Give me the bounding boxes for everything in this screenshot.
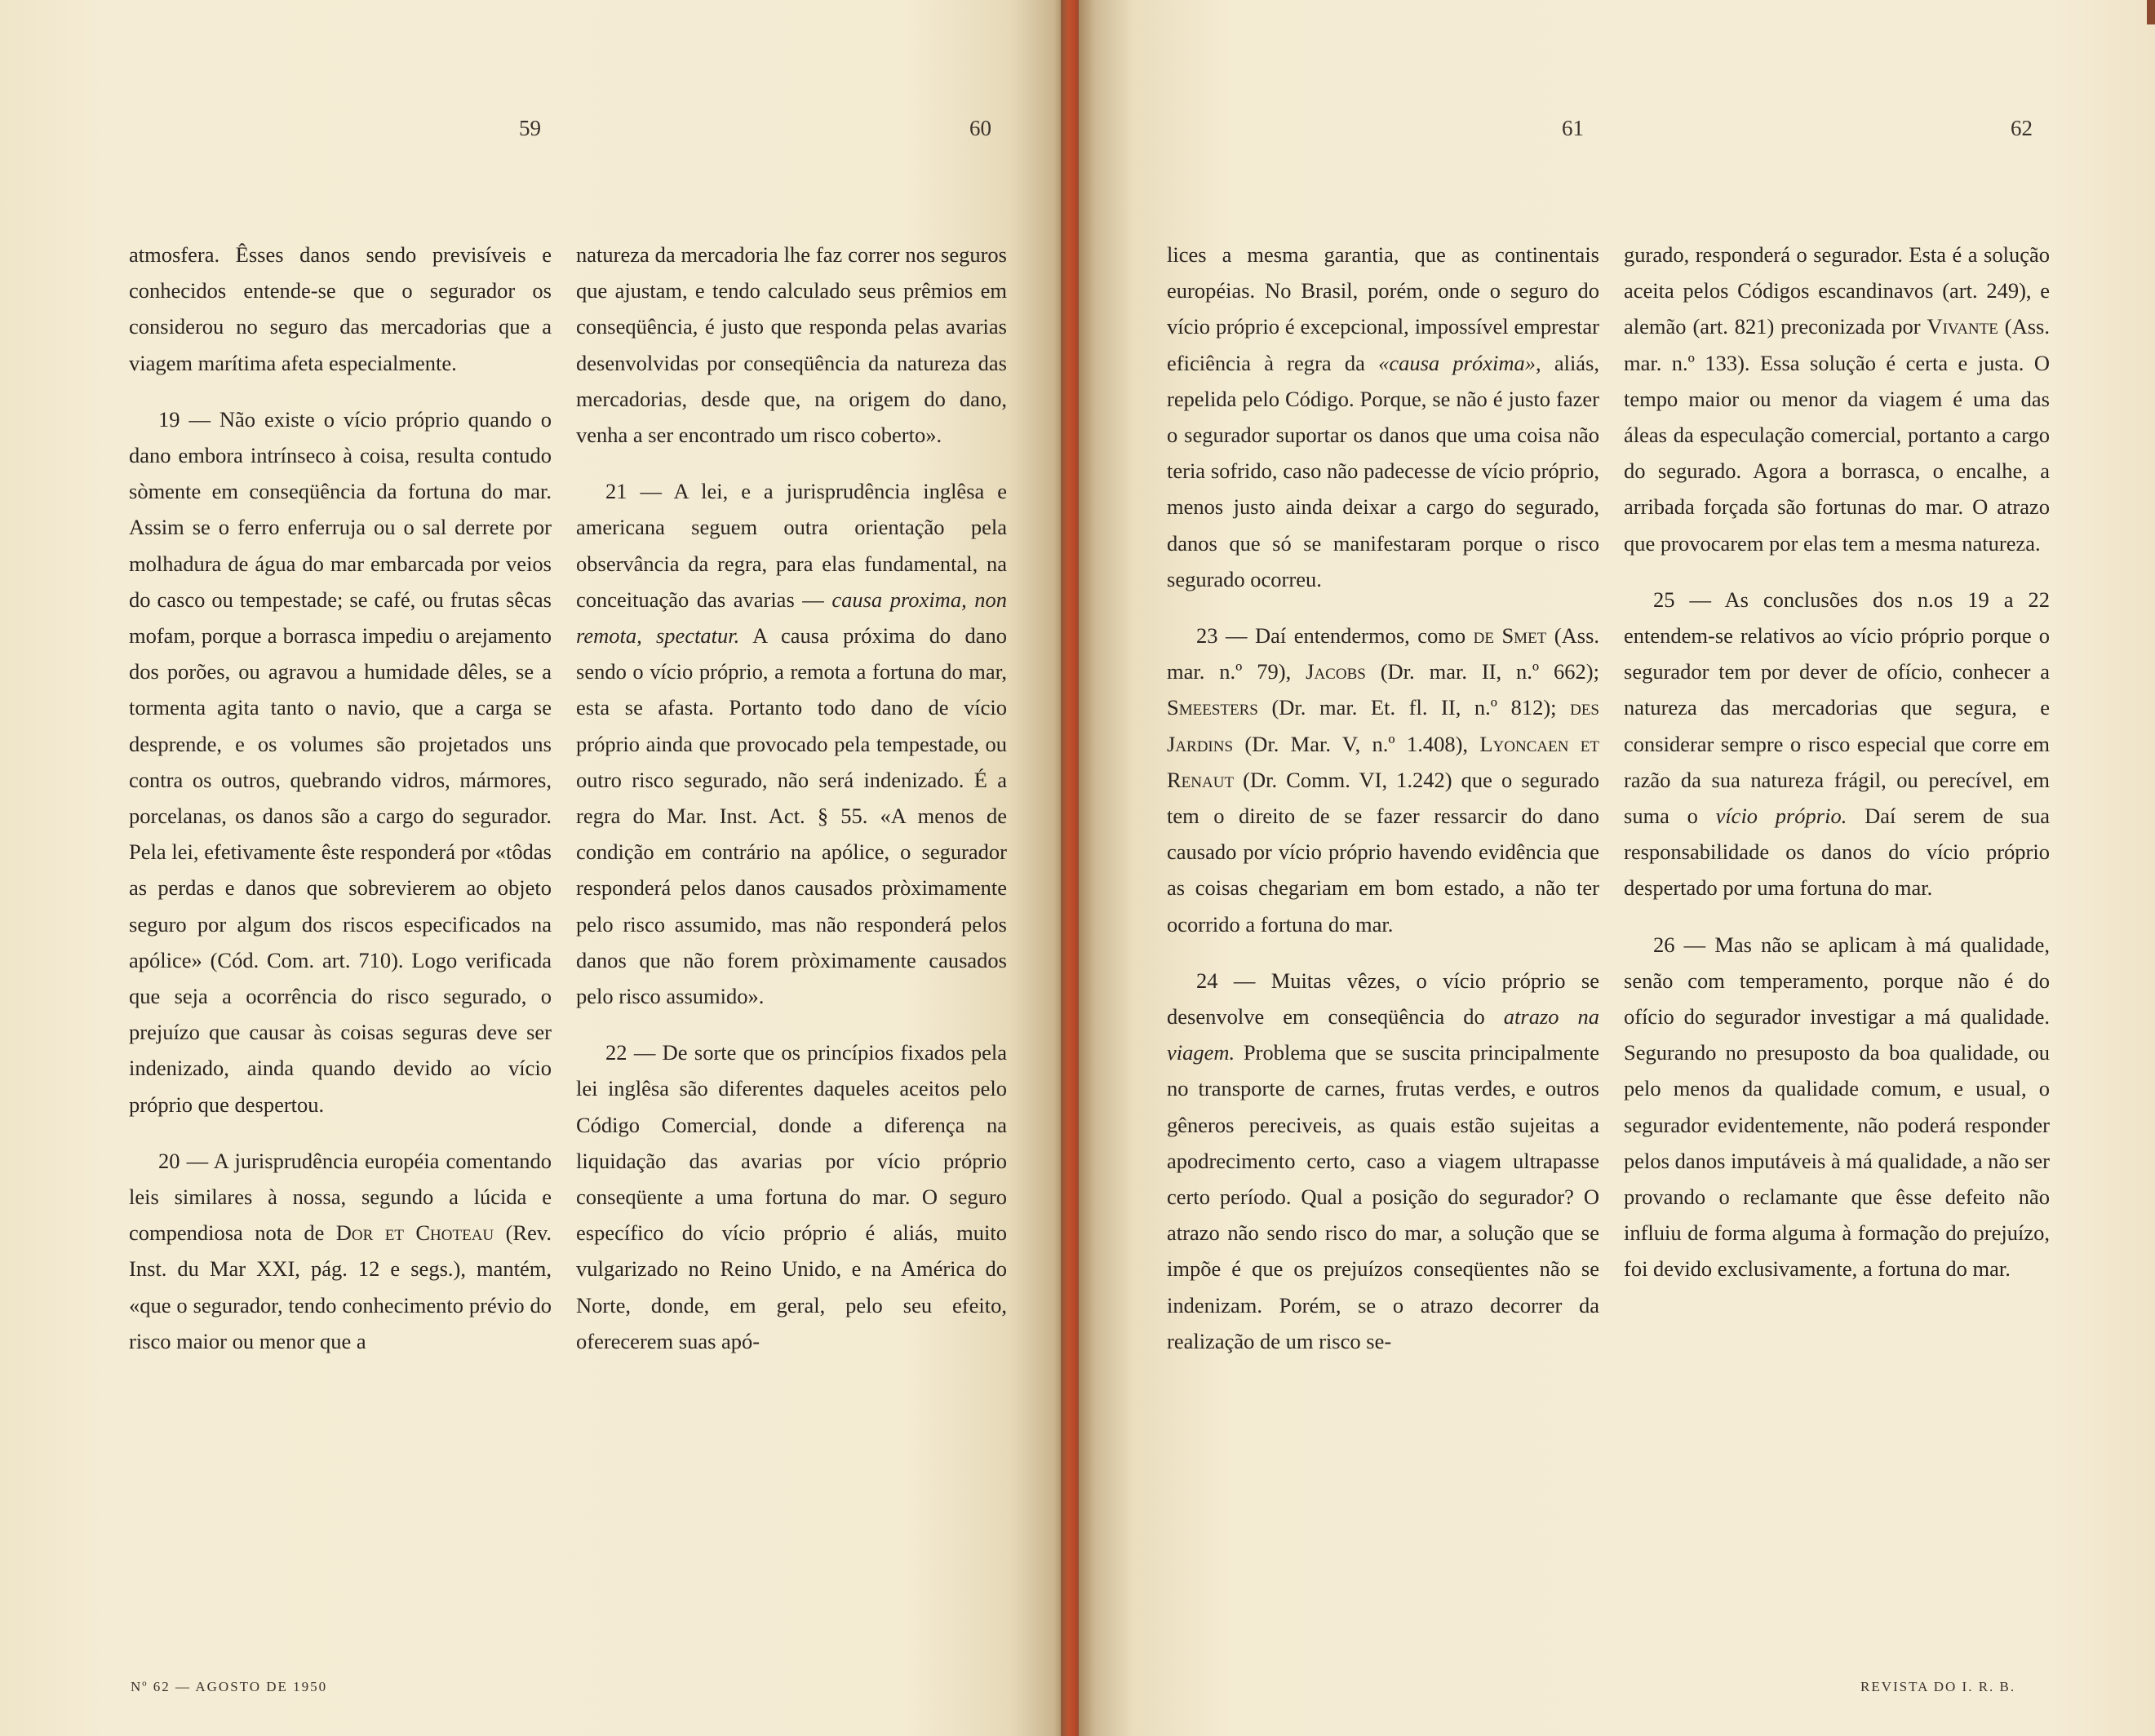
page-number-59: 59 (519, 116, 541, 140)
left-page (0, 0, 1065, 1736)
author-name: Dor et Choteau (335, 1220, 494, 1246)
paragraph-26: 26 — Mas não se aplicam à má qualidade, senão com temperamento, porque não é do ofício do segurador investigar a má qualidade. Segurando no presuposto da boa qualidade, ou pelo menos da qualidade comum, e usual, o segurador evidentemente, não poderá responder pelos danos imputáveis à má qualidade, a não ser provando o reclamante que êsse defeito não influiu de forma alguma à formação do prejuízo, foi devido exclusivamente, a fortuna do mar. (1624, 932, 2050, 1282)
paragraph-22: 22 — De sorte que os princípios fixados pela lei inglêsa são diferentes daqueles aceitos pelo Código Comercial, donde a diferença na liquidação das avarias por vício próprio conseqüente a uma fortuna do mar. O seguro específico do vício próprio é aliás, muito vulgarizado no Reino Unido, e na América do Norte, donde, em geral, pelo seu efeito, oferecerem suas apó- (576, 1040, 1007, 1353)
paragraph-19: 19 — Não existe o vício próprio quando o dano embora intrínseco à coisa, resulta contudo sòmente em conseqüência da fortuna do mar. Assim se o ferro enferruja ou o sal derrete por molhadura de água do mar embarcada por veios do casco ou tempestade; se café, ou frutas sêcas mofam, porque a borrasca impediu o arejamento dos porões, ou agravou a humidade dêles, se a tormenta agita tanto o navio, que a carga se desprende, e os volumes são projetados uns contra os outros, quebrando vidros, mármores, porcelanas, os danos são a cargo do segurador. Pela lei, efetivamente êste responderá por «tôdas as perdas e danos que sobrevierem ao objeto seguro por algum dos riscos especificados na apólice» (Cód. Com. art. 710). Logo verificada que seja a ocorrência do risco segurado, o prejuízo que causar às coisas seguras deve ser indenizado, ainda quando devido ao vício próprio que despertou. (129, 406, 552, 1117)
column-2 (576, 237, 1007, 1380)
column-1 (129, 237, 552, 1380)
right-page (1079, 0, 2155, 1736)
latin-maxim: causa proxima, non remota, spectatur. (576, 587, 1007, 649)
page-edge (2147, 0, 2155, 24)
paragraph-25: 25 — As conclusões dos n.os 19 a 22 entendem-se relativos ao vício próprio porque o segurador tem por dever de ofício, conhecer a natureza das mercadorias que segura, e considerar sempre o risco especial que corre em razão da sua natureza frágil, ou perecível, em suma o vício próprio. Daí serem de sua responsabilidade os danos do vício próprio despertado por uma fortuna do mar. (1624, 587, 2050, 901)
page-number-61: 61 (1562, 116, 1584, 140)
column-3 (1167, 237, 1599, 1380)
page-number-62: 62 (2011, 116, 2033, 140)
paragraph: gurado, responderá o segurador. Esta é a solução aceita pelos Códigos escandinavos (art. 249), e alemão (art. 821) preconizada por Vivante (Ass. mar. n.º 133). Essa solução é certa e justa. O tempo maior ou menor da viagem é uma das áleas da especulação comercial, portanto a cargo do segurado. Agora a borrasca, o encalhe, a arribada forçada são fortunas do mar. O atrazo que provocarem por elas tem a mesma natureza. (1624, 242, 2050, 556)
paragraph: lices a mesma garantia, que as continentais européias. No Brasil, porém, onde o seguro do vício próprio é excepcional, impossível emprestar eficiência à regra da «causa próxima», aliás, repelida pelo Código. Porque, se não é justo fazer o segurador suportar os danos que uma coisa não teria sofrido, caso não padecesse de vício próprio, menos justo ainda deixar a cargo do segurado, danos que só se manifestaram porque o risco segurado ocorreu. (1167, 242, 1600, 591)
paragraph-21: 21 — A lei, e a jurisprudência inglêsa e americana seguem outra orientação pela observância da regra, para elas fundamental, na conceituação das avarias — causa proxima, non remota, spectatur. A causa próxima do dano sendo o vício próprio, a remota a fortuna do mar, esta se afasta. Portanto todo dano de vício próprio ainda que provocado pela tempestade, ou outro risco segurado, não será indenizado. É a regra do Mar. Inst. Act. § 55. «A menos de condição em contrário na apólice, o segurador responderá pelos danos causados pròximamente pelo risco assumido, mas não responderá pelos danos que não forem pròximamente causados pelo risco assumido». (576, 479, 1007, 1009)
paragraph: natureza da mercadoria lhe faz correr nos seguros que ajustam, e tendo calculado seus prêmios em conseqüência, é justo que responda pelas avarias desenvolvidas por conseqüência da natureza das mercadorias, desde que, na origem do dano, venha a ser encontrado um risco coberto». (576, 242, 1007, 448)
paragraph: atmosfera. Êsses danos sendo previsíveis e conhecidos entende-se que o segurador os considerou no seguro das mercadorias que a viagem marítima afeta especialmente. (129, 242, 552, 375)
paragraph-23: 23 — Daí entendermos, como de Smet (Ass. mar. n.º 79), Jacobs (Dr. mar. II, n.º 662); Smeesters (Dr. mar. Et. fl. II, n.º 812); des Jardins (Dr. Mar. V, n.º 1.408), Lyoncaen et Renaut (Dr. Comm. VI, 1.242) que o segurado tem o direito de se fazer ressarcir do dano causado por vício próprio havendo evidência que as coisas chegariam em bom estado, a não ter ocorrido a fortuna do mar. (1167, 623, 1600, 937)
footer-issue: Nº 62 — AGOSTO DE 1950 (131, 1679, 328, 1694)
page-number-60: 60 (969, 116, 991, 140)
column-4 (1624, 237, 2050, 1308)
paragraph-20: 20 — A jurisprudência européia comentando leis similares à nossa, segundo a lúcida e compendiosa nota de Dor et Choteau (Rev. Inst. du Mar XXI, pág. 12 e segs.), mantém, «que o segurador, tendo conhecimento prévio do risco maior ou menor que a (129, 1148, 552, 1353)
paragraph-24: 24 — Muitas vêzes, o vício próprio se desenvolve em conseqüência do atrazo na viagem. Problema que se suscita principalmente no transporte de carnes, frutas verdes, e outros gêneros pereciveis, as quais estão sujeitas a apodrecimento certo, caso a viagem ultrapasse certo período. Qual a posição do segurador? O atrazo não sendo risco do mar, a solução que se impõe é que os prejuízos conseqüentes não se indenizam. Porém, se o atrazo decorrer da realização de um risco se- (1167, 968, 1599, 1353)
footer-journal: REVISTA DO I. R. B. (1860, 1679, 2016, 1694)
